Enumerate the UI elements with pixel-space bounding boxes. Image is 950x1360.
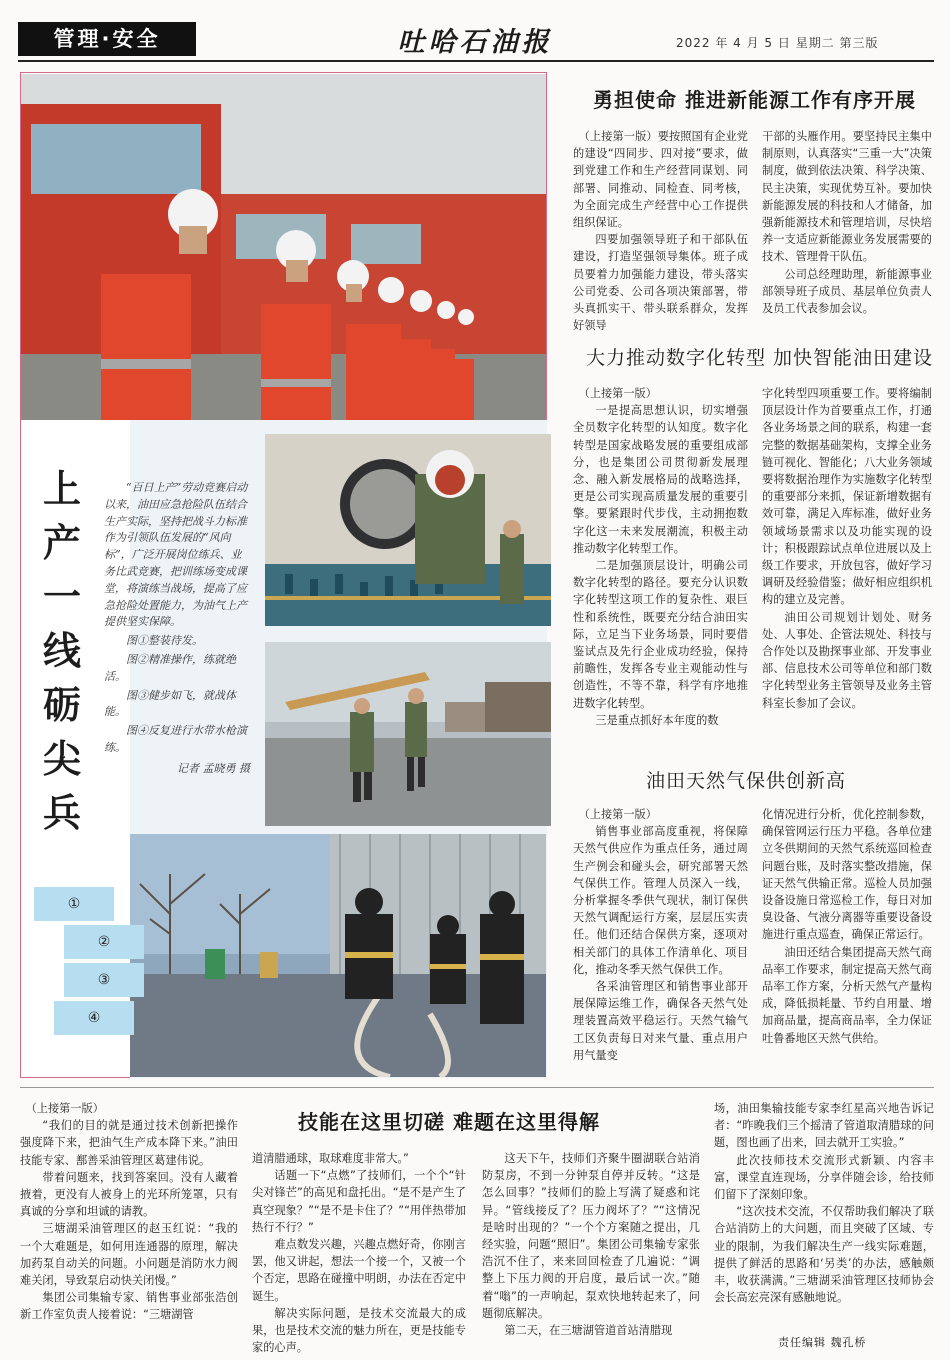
article-paragraph: 公司总经理助理，新能源事业部领导班子成员、基层单位负责人及员工代表参加会议。 bbox=[762, 267, 932, 316]
article-column bbox=[482, 1150, 700, 1339]
section-rule bbox=[20, 1087, 934, 1088]
article-paragraph: 销售事业部高度重视，将保障天然气供应作为重点任务，通过周生产例会和碰头会，研究部署天然气保供工作。管理人员深入一线，分析掌握冬季供气现状，制订保供天然气调配运行方案，层层压实责任。他们还结合保供方案，逐项对相关部门的具体工作清单化、项目化，推动冬季天然气保供工作。 bbox=[573, 825, 748, 976]
article-paragraph: 场，油田集输技能专家李红星高兴地告诉记者：“昨晚我们三个摇清了管道取清腊球的问题，图也画了出来，回去就开工实验。” bbox=[714, 1102, 934, 1150]
section-label: 管理·安全 bbox=[18, 22, 196, 56]
feature-title-char: 线 bbox=[42, 628, 81, 673]
photo-tag: ② bbox=[64, 925, 144, 959]
article-paragraph: 各采油管理区和销售事业部开展保障运维工作，确保各天然气处理装置高效平稳运行。天然气输气工区负责每日对来气量、重点用户用气量变 bbox=[573, 980, 748, 1062]
feature-title bbox=[40, 462, 84, 840]
article-column bbox=[762, 128, 932, 317]
article-paragraph: （上接第一版） bbox=[25, 1102, 104, 1115]
feature-title-char: 产 bbox=[42, 520, 81, 565]
article-column bbox=[573, 128, 748, 334]
photo-running-drill bbox=[265, 642, 551, 826]
article-paragraph: （上接第一版） bbox=[578, 387, 657, 400]
article-column bbox=[20, 1100, 238, 1324]
article-paragraph: 道清腊通球，取球难度非常大。” bbox=[252, 1152, 409, 1165]
caption-reporter: 记者 孟晓勇 摄 bbox=[177, 761, 250, 775]
article-paragraph: “这次技术交流，不仅帮助我们解决了联合站消防上的大问题，而且突破了区域、专业的限制，为我们解决生产一线实际难题，提供了鲜活的思路和‘另类’的办法，感触颇丰，收获满满。”三塘湖采油管理区技师协会会长高宏亮深有感触地说。 bbox=[714, 1205, 934, 1305]
article-paragraph: 第二天，在三塘湖管道首站清腊现 bbox=[504, 1324, 673, 1338]
article-paragraph: 字化转型四项重要工作。要将编制顶层设计作为首要重点工作，打通各业务场景之间的联系，构建一套完整的数据基础架构，支撑全业务链可视化、智能化；八大业务领域要将数据治理作为实施数字化转型的重要部分来抓，保证新增数据有效可靠，满足入库标准，做好业务领域场景需求以及功能实现的设计；积极跟踪试点单位进展以及上级工作要求，开放包容，做好学习调研及经验借鉴；做好相应组织机构的建立及完善。 bbox=[762, 387, 932, 607]
article-paragraph: 三塘湖采油管理区的赵玉红说：“我的一个大难题是，如何用连通器的原理，解决加药泵自动关的问题。小问题是消防水力阀难关闭，导致泵启动快关闭慢。” bbox=[20, 1222, 238, 1288]
paper-name: 吐哈石油报 bbox=[397, 27, 553, 58]
article-column bbox=[762, 385, 932, 712]
article-column bbox=[252, 1150, 466, 1356]
article-headline: 勇担使命 推进新能源工作有序开展 bbox=[593, 88, 916, 112]
caption-paragraph: 图③健步如飞，就战体能。 bbox=[104, 688, 236, 719]
article-paragraph: 二是加强顶层设计，明确公司数字化转型的路径。要充分认识数字化转型这项工作的复杂性、艰巨性和系统性，既要充分结合油田实际，立足当下业务场景，同时要借鉴试点及先行企业成功经验，保持前瞻性，发挥各专业主观能动性与创造性，不等不靠，科学有序地推进数字化转型。 bbox=[573, 559, 748, 710]
article-headline: 大力推动数字化转型 加快智能油田建设 bbox=[586, 347, 934, 369]
article-paragraph: 集团公司集输专家、销售事业部张浩创新工作室负责人接着说：“三塘湖管 bbox=[20, 1291, 238, 1322]
article-paragraph: 化情况进行分析，优化控制参数，确保管网运行压力平稳。各单位建立冬供期间的天然气系统巡回检查问题台账，及时落实整改措施，保证天然气供输正常。巡检人员加强设备设施日常巡检工作，每日对加臭设备、气液分离器等重要设备设施进行重点巡查，确保正常运行。 bbox=[762, 808, 932, 942]
article-column bbox=[573, 385, 748, 729]
article-paragraph: 油田公司规划计划处、财务处、人事处、企管法规处、科技与合作处以及勘探事业部、开发事业部、信息技术公司等单位和部门数字化转型业务主管领导及业务主管科室长参加了会议。 bbox=[762, 610, 932, 710]
article-paragraph: 带着问题来，找到答案回。没有人藏着掖着，更没有人被身上的光环所笼罩，只有真诚的分享和坦诚的请教。 bbox=[20, 1170, 238, 1219]
article-paragraph: 四要加强领导班子和干部队伍建设，打造坚强领导集体。班子成员要着力加强能力建设，带头落实公司党委、公司各项决策部署，带头真抓实干、带头联系群众，发挥好领导 bbox=[573, 233, 748, 333]
article-headline: 油田天然气保供创新高 bbox=[646, 770, 847, 792]
article-paragraph: 解决实际问题，是技术交流最大的成果，也是技术交流的魅力所在，更是技能专家的心声。 bbox=[252, 1306, 466, 1355]
masthead-rule bbox=[18, 60, 934, 62]
article-paragraph: “我们的目的就是通过技术创新把操作强度降下来，把油气生产成本降下来。”油田技能专家、鄯善采油管理区葛建伟说。 bbox=[20, 1119, 238, 1167]
feature-title-char: 一 bbox=[42, 574, 81, 619]
article-paragraph: （上接第一版） bbox=[578, 808, 657, 821]
date-line: 2022 年 4 月 5 日 星期二 第三版 bbox=[676, 36, 879, 50]
article-column bbox=[714, 1100, 934, 1306]
feature-caption bbox=[104, 480, 250, 780]
photo-saluting-firefighters bbox=[21, 74, 546, 420]
article-paragraph: 话题一下“点燃”了技师们，一个个“针尖对锋芒”的高见和盘托出。“是不是产生了真空现象？”“是不是卡住了？”“用伴热带加热行不行？” bbox=[252, 1169, 466, 1234]
article-paragraph: 三是重点抓好本年度的数 bbox=[595, 713, 719, 727]
responsible-editor: 责任编辑 魏孔桥 bbox=[778, 1336, 867, 1349]
article-paragraph: （上接第一版）要按照国有企业党的建设“四同步、四对接”要求，做到党建工作和生产经营同谋划、同部署、同推动、同检查、同考核，为全面完成生产经营中心工作提供组织保证。 bbox=[573, 130, 748, 230]
photo-precision-operation bbox=[265, 434, 551, 626]
article-column bbox=[762, 806, 932, 1047]
caption-paragraph: 图④反复进行水带水枪演练。 bbox=[104, 724, 247, 754]
article-paragraph: 此次技师技术交流形式新颖、内容丰富，课堂直连现场，分享伴随会诊，给技师们留下了深刻印象。 bbox=[714, 1153, 934, 1202]
caption-paragraph: 图①整装待发。 bbox=[126, 634, 203, 648]
feature-title-char: 砺 bbox=[42, 682, 81, 727]
feature-title-char: 尖 bbox=[42, 736, 81, 781]
article-paragraph: 一是提高思想认识，切实增强全员数字化转型的认知度。数字化转型是国家战略发展的重要组成部分，也是集团公司贯彻新发展理念、融入新发展格局的战略选择，更是公司实现高质量发展的重要引擎。要紧跟时代步伐，主动拥抱数字化这一未来发展潮流，积极主动推动数字化转型工作。 bbox=[573, 404, 748, 555]
article-headline: 技能在这里切磋 难题在这里得解 bbox=[298, 1110, 600, 1134]
feature-title-char: 兵 bbox=[42, 790, 81, 835]
article-paragraph: 干部的头雁作用。要坚持民主集中制原则，认真落实“三重一大”决策制度，做到依法决策、科学决策、民主决策，实现优势互补。要加快新能源发展的科技和人才储备，加强新能源技术和管理培训，尽快培养一支适应新能源业务发展需要的技术、管理骨干队伍。 bbox=[762, 130, 932, 264]
article-paragraph: 油田还结合集团提高天然气商品率工作要求，制定提高天然气商品率工作方案，分析天然气产量构成，降低损耗量、节约自用量、增加商品量，提高商品率，全力保证吐鲁番地区天然气供给。 bbox=[762, 945, 932, 1045]
article-paragraph: 这天下午，技师们齐聚牛圈湖联合站消防泵房，不到一分钟泵自停并反转。“这是怎么回事？”技师们的脸上写满了疑惑和诧异。“管线接反了？压力阀坏了？”“这情况是啥时出现的？”一个个方案随之提出，几经实验，问题“照旧”。集团公司集输专家张浩沉不住了，来来回回检查了几遍说：“调整上下压力阀的开启度，最后试一次。”随着“嗡”的一声响起，泵欢快地转起来了，问题彻底解决。 bbox=[482, 1152, 700, 1320]
photo-tag: ④ bbox=[54, 1001, 134, 1035]
article-paragraph: 难点数发兴趣，兴趣点燃好奇，你刚言罢，他又讲起，想法一个接一个，又被一个个否定，思路在碰撞中明朗，办法在否定中诞生。 bbox=[252, 1238, 466, 1303]
caption-paragraph: “百日上产”劳动竞赛启动以来，油田应急抢险队伍结合生产实际，坚持把战斗力标准作为引领队伍发展的“风向标”，广泛开展岗位练兵、业务比武竞赛，把训练场变成课堂，将演练当战场，提高了应急抢险处置能力，为油气上产提供坚实保障。 bbox=[104, 481, 248, 629]
feature-title-char: 上 bbox=[42, 466, 81, 511]
photo-hose-drill bbox=[130, 834, 546, 1077]
photo-tag: ① bbox=[34, 887, 114, 921]
caption-paragraph: 图②精准操作，练就绝活。 bbox=[104, 652, 236, 683]
photo-tag: ③ bbox=[64, 963, 144, 997]
article-column bbox=[573, 806, 748, 1064]
